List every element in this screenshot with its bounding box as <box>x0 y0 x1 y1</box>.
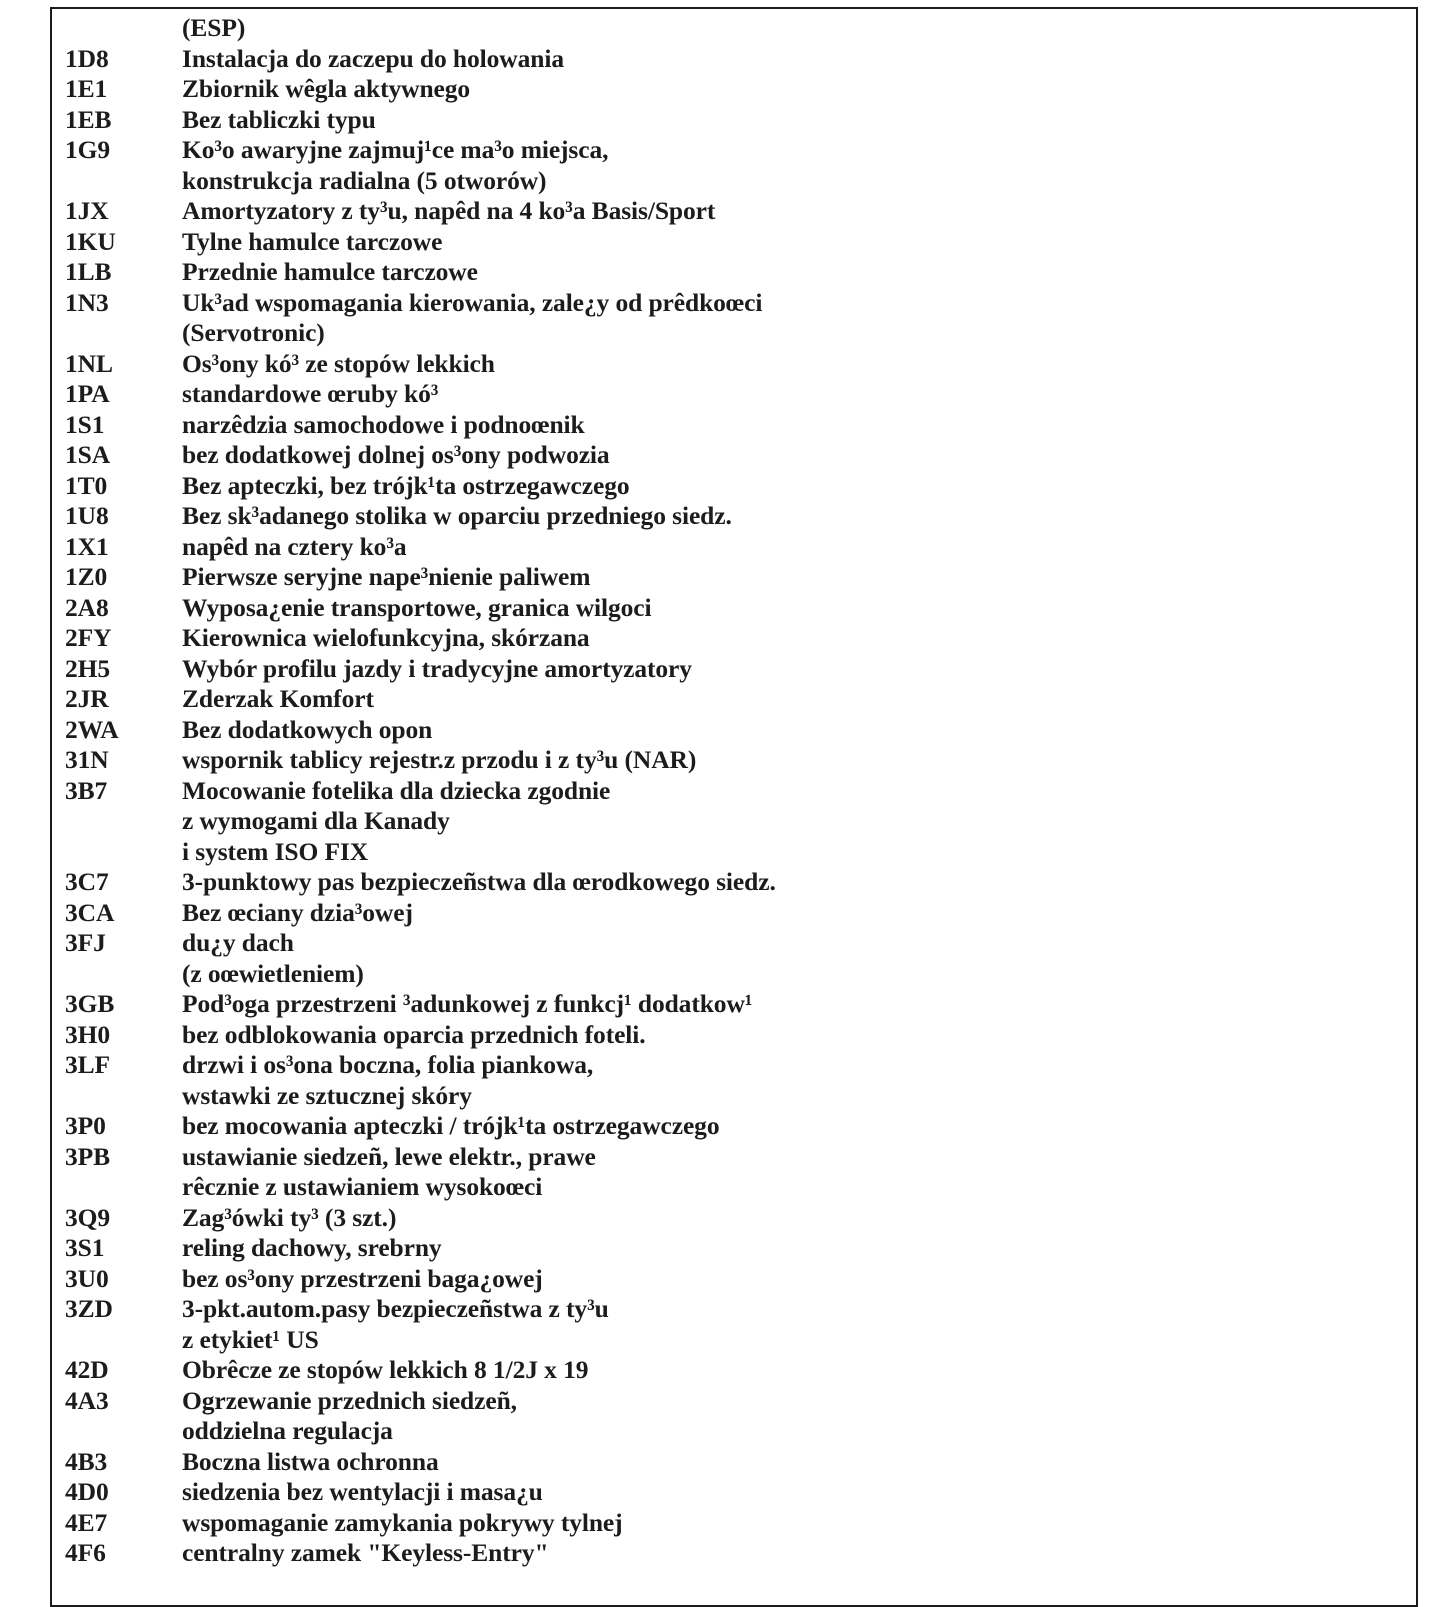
description-line: wstawki ze sztucznej skóry <box>182 1080 472 1110</box>
description-line: Os³ony kó³ ze stopów lekkich <box>182 348 495 378</box>
description-line: reling dachowy, srebrny <box>182 1233 442 1262</box>
equipment-code: 3ZD <box>65 1294 113 1323</box>
description-line: Wybór profilu jazdy i tradycyjne amortyzatory <box>182 653 692 683</box>
equipment-code: 4A3 <box>65 1385 109 1415</box>
description-line: bez mocowania apteczki / trójk¹ta ostrzegawczego <box>182 1111 720 1140</box>
list-item <box>65 440 1395 471</box>
list-item <box>65 532 1395 563</box>
description-line: Zderzak Komfort <box>182 684 374 713</box>
list-item <box>65 257 1395 288</box>
equipment-description <box>182 1447 1395 1478</box>
equipment-code: 1Z0 <box>65 562 108 591</box>
description-line: centralny zamek "Keyless-Entry" <box>182 1538 549 1567</box>
description-line: (Servotronic) <box>182 318 325 347</box>
equipment-code: 3H0 <box>65 1019 111 1049</box>
equipment-description <box>182 928 1395 989</box>
description-line: Bez sk³adanego stolika w oparciu przedniego siedz. <box>182 501 732 530</box>
description-line: i system ISO FIX <box>182 836 369 866</box>
equipment-code: 1NL <box>65 348 113 378</box>
description-line: Uk³ad wspomagania kierowania, zale¿y od prêdkoœci <box>182 287 763 317</box>
description-line: Obrêcze ze stopów lekkich 8 1/2J x 19 <box>182 1355 589 1384</box>
description-line: wspomaganie zamykania pokrywy tylnej <box>182 1507 623 1537</box>
equipment-description <box>182 684 1395 715</box>
equipment-description <box>182 379 1395 410</box>
description-line: Kierownica wielofunkcyjna, skórzana <box>182 623 590 652</box>
description-line: Amortyzatory z ty³u, napêd na 4 ko³a Basis/Sport <box>182 196 716 225</box>
list-item <box>65 776 1395 868</box>
equipment-description <box>182 1508 1395 1539</box>
equipment-code: 3LF <box>65 1050 111 1079</box>
list-item <box>65 1447 1395 1478</box>
description-line: Bez œciany dzia³owej <box>182 897 413 927</box>
list-item <box>65 562 1395 593</box>
description-line: Bez tabliczki typu <box>182 104 376 134</box>
equipment-code: 4B3 <box>65 1446 108 1476</box>
list-item <box>65 196 1395 227</box>
list-item <box>65 1355 1395 1386</box>
equipment-description <box>182 623 1395 654</box>
list-item <box>65 349 1395 380</box>
list-item <box>65 1508 1395 1539</box>
equipment-code: 1X1 <box>65 531 109 561</box>
description-line: rêcznie z ustawianiem wysokoœci <box>182 1172 543 1201</box>
equipment-description <box>182 349 1395 380</box>
equipment-description <box>182 1477 1395 1508</box>
equipment-description <box>182 501 1395 532</box>
list-item <box>65 1386 1395 1447</box>
equipment-code: 1EB <box>65 104 112 134</box>
equipment-description <box>182 867 1395 898</box>
equipment-code: 3U0 <box>65 1263 109 1293</box>
list-item <box>65 1111 1395 1142</box>
list-item <box>65 1050 1395 1111</box>
list-item <box>65 288 1395 349</box>
equipment-description <box>182 898 1395 929</box>
equipment-description <box>182 288 1395 349</box>
equipment-description <box>182 74 1395 105</box>
equipment-code: 1N3 <box>65 287 109 317</box>
equipment-description <box>182 471 1395 502</box>
equipment-description <box>182 105 1395 136</box>
list-item <box>65 745 1395 776</box>
equipment-code: 1PA <box>65 379 110 408</box>
list-item <box>65 44 1395 75</box>
description-line: Boczna listwa ochronna <box>182 1446 439 1476</box>
description-line: Mocowanie fotelika dla dziecka zgodnie <box>182 775 611 805</box>
list-item <box>65 105 1395 136</box>
equipment-description <box>182 1355 1395 1386</box>
equipment-description <box>182 593 1395 624</box>
equipment-code: 31N <box>65 745 109 774</box>
list-item <box>65 410 1395 441</box>
description-line: standardowe œruby kó³ <box>182 379 439 408</box>
equipment-code: 1T0 <box>65 470 108 500</box>
description-line: napêd na cztery ko³a <box>182 531 407 561</box>
description-line: bez dodatkowej dolnej os³ony podwozia <box>182 440 610 469</box>
list-item <box>65 1538 1395 1569</box>
equipment-code: 42D <box>65 1355 109 1384</box>
list-item <box>65 227 1395 258</box>
description-line: Tylne hamulce tarczowe <box>182 226 443 256</box>
equipment-description <box>182 135 1395 196</box>
list-item <box>65 654 1395 685</box>
equipment-code: 4F6 <box>65 1538 106 1567</box>
equipment-description <box>182 989 1395 1020</box>
list-item <box>65 135 1395 196</box>
equipment-code: 3CA <box>65 897 115 927</box>
equipment-description <box>182 1294 1395 1355</box>
equipment-code: 1SA <box>65 440 111 469</box>
description-line: Instalacja do zaczepu do holowania <box>182 43 564 73</box>
equipment-code: 4D0 <box>65 1477 109 1506</box>
equipment-code: 1KU <box>65 226 116 256</box>
equipment-code: 2JR <box>65 684 109 713</box>
equipment-code-list <box>65 13 1395 1569</box>
equipment-description <box>182 44 1395 75</box>
description-line: Ogrzewanie przednich siedzeñ, <box>182 1385 517 1415</box>
list-item <box>65 593 1395 624</box>
description-line: wspornik tablicy rejestr.z przodu i z ty³u (NAR) <box>182 745 697 774</box>
description-line: ustawianie siedzeñ, lewe elektr., prawe <box>182 1141 596 1171</box>
description-line: Bez apteczki, bez trójk¹ta ostrzegawczego <box>182 470 630 500</box>
description-line: (ESP) <box>182 13 246 42</box>
description-line: Zag³ówki ty³ (3 szt.) <box>182 1202 397 1232</box>
list-item <box>65 867 1395 898</box>
equipment-code: 3Q9 <box>65 1202 111 1232</box>
equipment-description <box>182 1111 1395 1142</box>
list-item <box>65 1142 1395 1203</box>
list-item <box>65 1264 1395 1295</box>
description-line: bez os³ony przestrzeni baga¿owej <box>182 1263 543 1293</box>
list-item <box>65 623 1395 654</box>
equipment-description <box>182 745 1395 776</box>
description-line: siedzenia bez wentylacji i masa¿u <box>182 1477 543 1506</box>
equipment-description <box>182 562 1395 593</box>
description-line: du¿y dach <box>182 928 294 957</box>
list-item <box>65 928 1395 989</box>
description-line: bez odblokowania oparcia przednich foteli. <box>182 1019 646 1049</box>
description-line: Pierwsze seryjne nape³nienie paliwem <box>182 562 591 591</box>
equipment-description <box>182 1142 1395 1203</box>
equipment-description <box>182 196 1395 227</box>
equipment-code: 2FY <box>65 623 112 652</box>
list-item <box>65 74 1395 105</box>
list-item <box>65 989 1395 1020</box>
description-line: z etykiet¹ US <box>182 1324 319 1354</box>
description-line: Zbiornik wêgla aktywnego <box>182 74 471 103</box>
equipment-code: 3C7 <box>65 867 109 896</box>
equipment-code: 1S1 <box>65 409 105 439</box>
equipment-code: 3B7 <box>65 775 108 805</box>
list-item <box>65 1020 1395 1051</box>
equipment-description <box>182 654 1395 685</box>
description-line: Przednie hamulce tarczowe <box>182 257 478 286</box>
equipment-description <box>182 776 1395 868</box>
description-line: oddzielna regulacja <box>182 1416 393 1445</box>
list-item <box>65 898 1395 929</box>
equipment-code: 1E1 <box>65 74 108 103</box>
equipment-description <box>182 1538 1395 1569</box>
equipment-code: 3S1 <box>65 1233 105 1262</box>
list-item <box>65 471 1395 502</box>
equipment-code: 1D8 <box>65 43 109 73</box>
equipment-code: 3P0 <box>65 1111 106 1140</box>
description-line: drzwi i os³ona boczna, folia piankowa, <box>182 1050 594 1079</box>
description-line: 3-pkt.autom.pasy bezpieczeñstwa z ty³u <box>182 1294 609 1323</box>
list-item <box>65 1203 1395 1234</box>
description-line: Ko³o awaryjne zajmuj¹ce ma³o miejsca, <box>182 135 609 164</box>
equipment-code: 3PB <box>65 1141 111 1171</box>
equipment-code: 1JX <box>65 196 109 225</box>
equipment-code: 1G9 <box>65 135 111 164</box>
description-line: (z oœwietleniem) <box>182 958 364 988</box>
equipment-description <box>182 1020 1395 1051</box>
list-item <box>65 1294 1395 1355</box>
equipment-code: 2A8 <box>65 592 109 622</box>
equipment-description <box>182 532 1395 563</box>
description-line: 3-punktowy pas bezpieczeñstwa dla œrodkowego siedz. <box>182 867 776 896</box>
equipment-description <box>182 715 1395 746</box>
equipment-code: 1U8 <box>65 501 109 530</box>
equipment-code: 1LB <box>65 257 112 286</box>
equipment-description <box>182 440 1395 471</box>
list-item <box>65 1477 1395 1508</box>
list-item <box>65 1233 1395 1264</box>
equipment-code: 3FJ <box>65 928 106 957</box>
description-line: Bez dodatkowych opon <box>182 714 433 744</box>
list-item <box>65 715 1395 746</box>
equipment-code: 2WA <box>65 714 119 744</box>
description-line: z wymogami dla Kanady <box>182 806 450 835</box>
description-line: narzêdzia samochodowe i podnoœnik <box>182 409 585 439</box>
list-item <box>65 379 1395 410</box>
equipment-description <box>182 410 1395 441</box>
equipment-description <box>182 13 1395 44</box>
equipment-description <box>182 227 1395 258</box>
list-item <box>65 684 1395 715</box>
equipment-description <box>182 1264 1395 1295</box>
description-line: Wyposa¿enie transportowe, granica wilgoci <box>182 592 652 622</box>
description-line: konstrukcja radialna (5 otworów) <box>182 165 547 195</box>
equipment-description <box>182 1386 1395 1447</box>
equipment-description <box>182 1203 1395 1234</box>
equipment-code: 4E7 <box>65 1507 108 1537</box>
equipment-code: 3GB <box>65 989 115 1018</box>
list-item <box>65 501 1395 532</box>
list-item <box>65 13 1395 44</box>
equipment-description <box>182 257 1395 288</box>
equipment-code: 2H5 <box>65 653 111 683</box>
equipment-description <box>182 1050 1395 1111</box>
description-line: Pod³oga przestrzeni ³adunkowej z funkcj¹ dodatkow¹ <box>182 989 753 1018</box>
equipment-description <box>182 1233 1395 1264</box>
